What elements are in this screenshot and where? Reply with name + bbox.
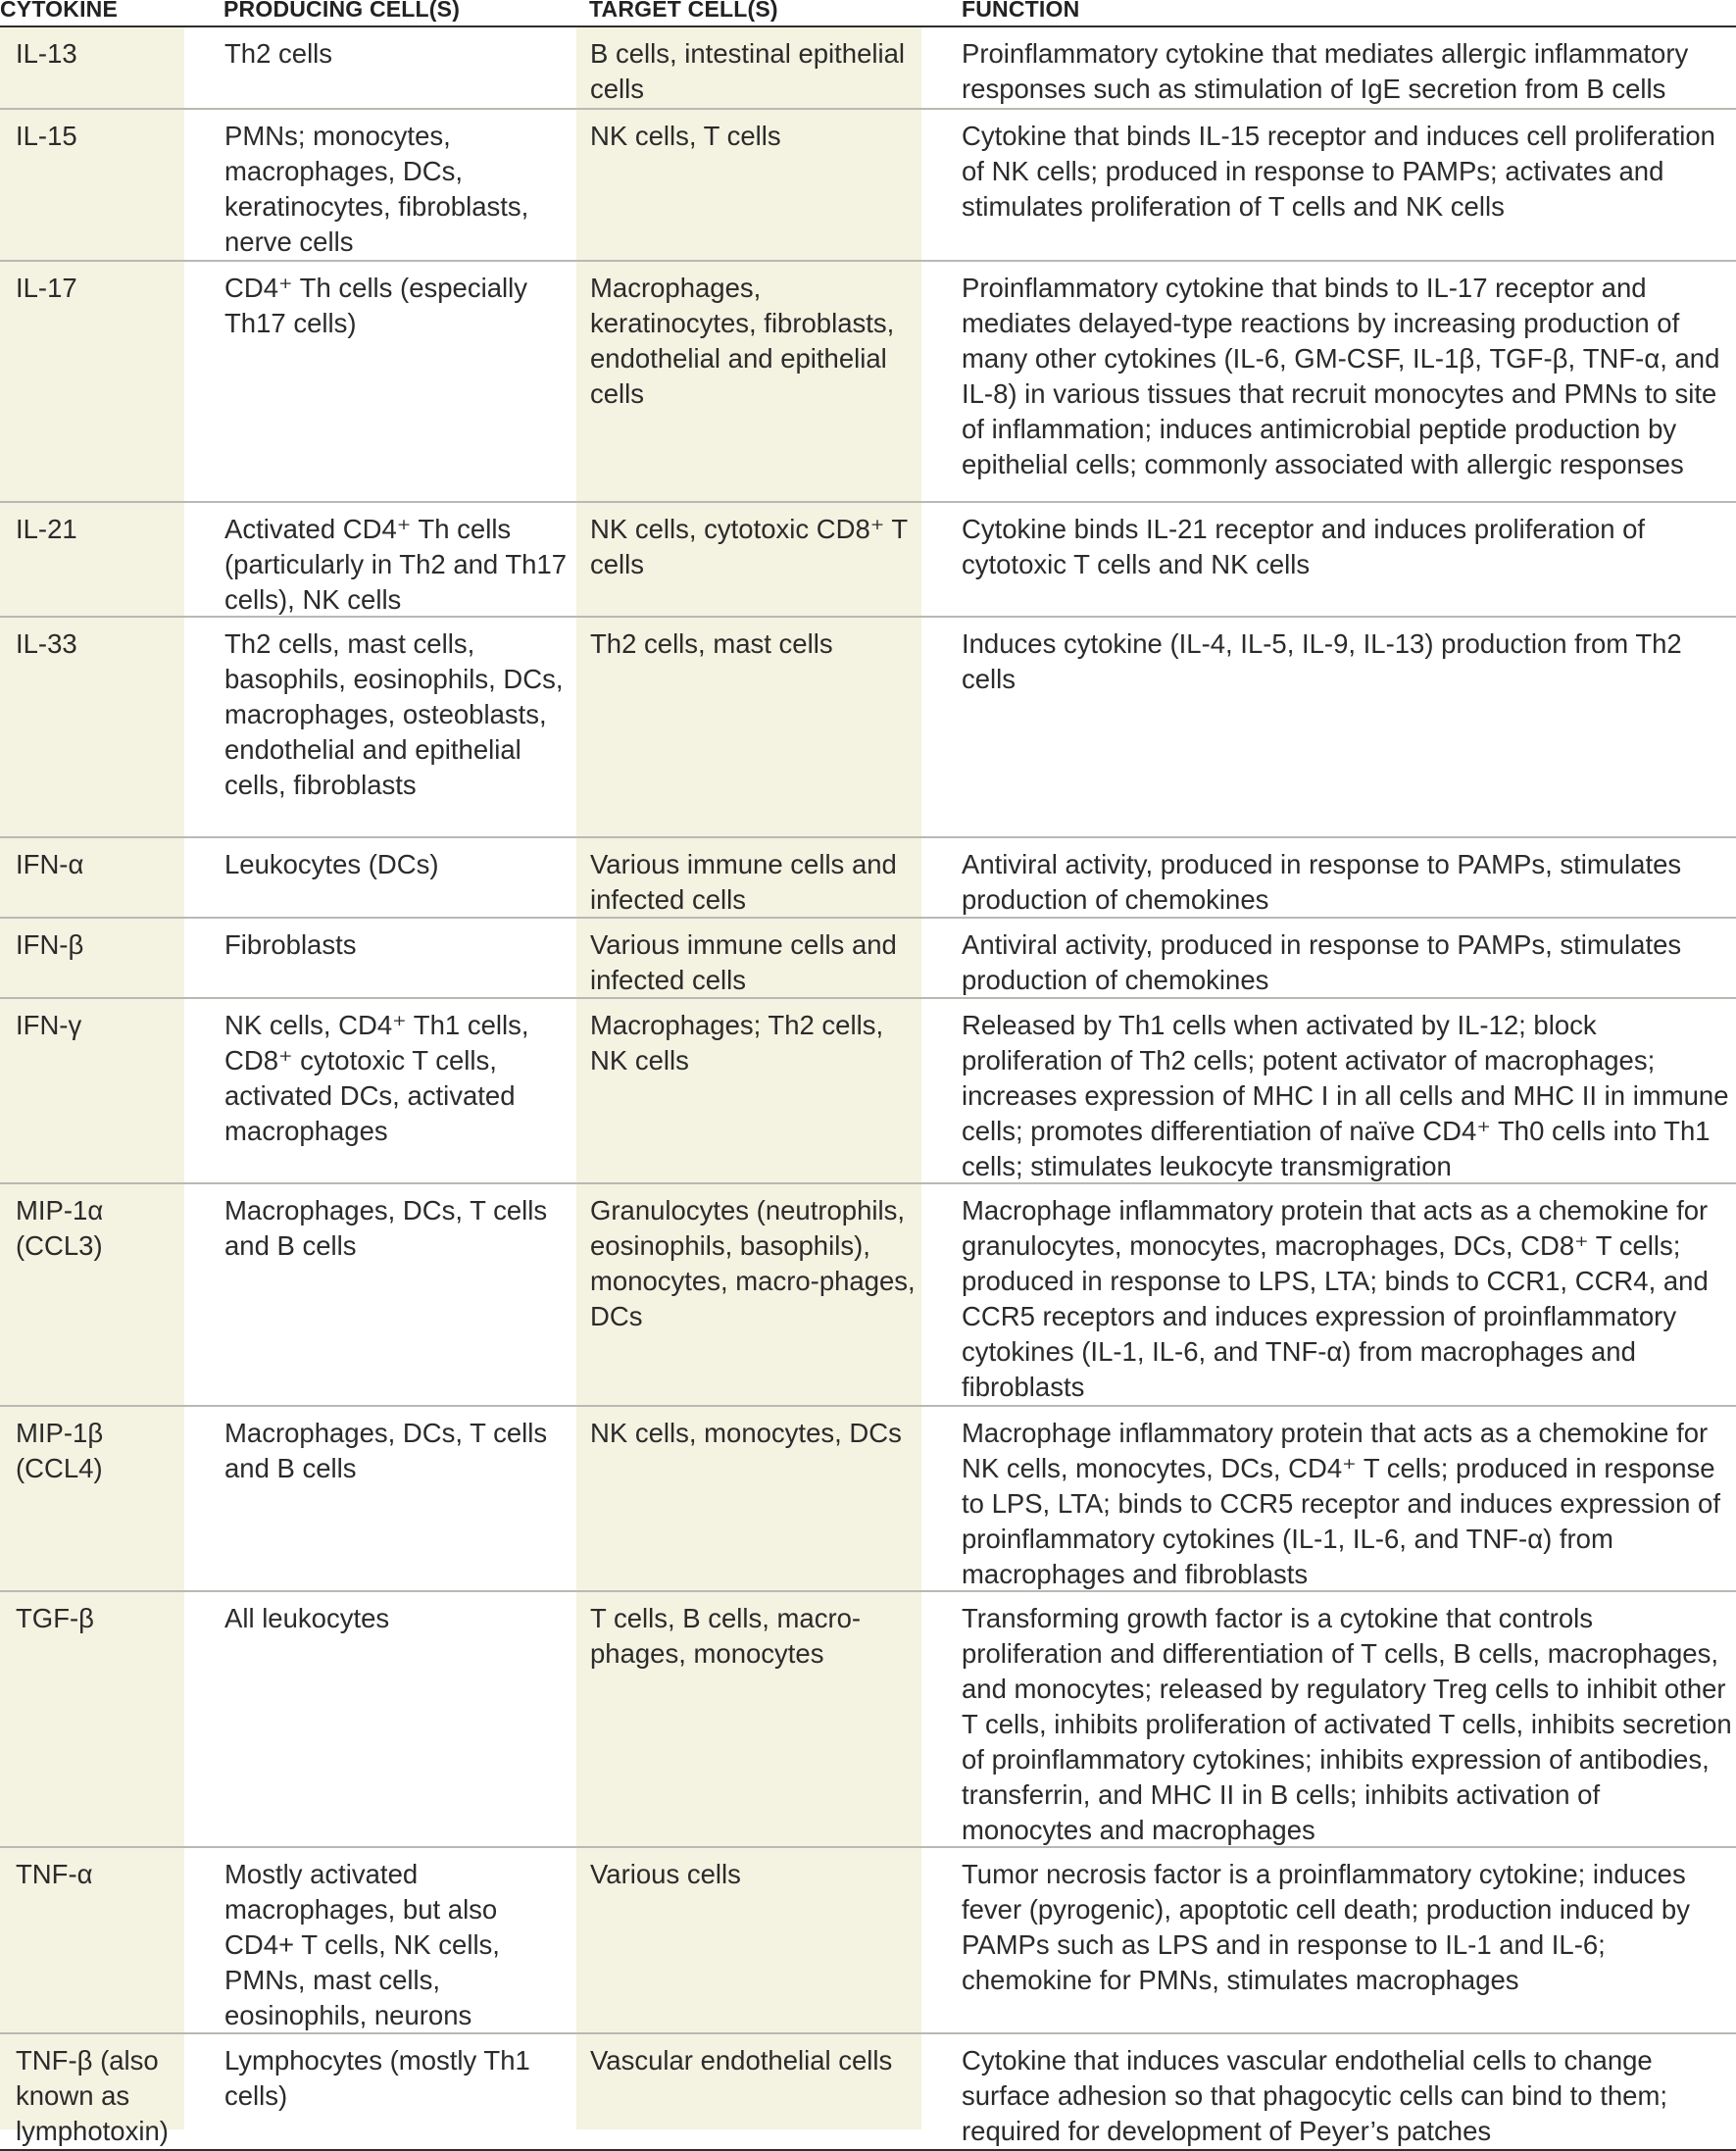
cell-cytokine: IL-17 xyxy=(16,273,77,303)
cell-producing: Th2 cells xyxy=(224,38,333,69)
cell-target: Th2 cells, mast cells xyxy=(590,628,833,659)
cell-target: Vascular endothelial cells xyxy=(590,2045,893,2076)
cell-function: Tumor necrosis factor is a proinflammatory cytokine; induces fever (pyrogenic), apoptotic cell death; production induced by PAMPs such as LPS and in response to IL-1 and IL-6; chemokine for PMNs, stimulates macrophages xyxy=(962,1859,1690,1995)
cell-producing: PMNs; monocytes, macrophages, DCs, keratinocytes, fibroblasts, nerve cells xyxy=(224,121,529,257)
cell-target: NK cells, monocytes, DCs xyxy=(590,1418,902,1448)
cell-function: Cytokine binds IL-21 receptor and induces proliferation of cytotoxic T cells and NK cells xyxy=(962,514,1646,579)
table-row xyxy=(0,999,1736,1184)
cell-cytokine: MIP-1α (CCL3) xyxy=(16,1195,104,1261)
cell-cytokine: IL-33 xyxy=(16,628,77,659)
table-row xyxy=(0,1407,1736,1592)
cell-cytokine: TNF-β (also known as lymphotoxin) xyxy=(16,2045,169,2146)
cell-target: Various cells xyxy=(590,1859,741,1889)
cell-cytokine: IL-15 xyxy=(16,121,77,151)
header-producing-cells: PRODUCING CELL(S) xyxy=(223,0,461,22)
cell-target: Various immune cells and infected cells xyxy=(590,849,897,915)
cell-target: Macrophages, keratinocytes, fibroblasts, endothelial and epithelial cells xyxy=(590,273,895,409)
cell-function: Antiviral activity, produced in response to PAMPs, stimulates production of chemokines xyxy=(962,849,1682,915)
header-target-cells: TARGET CELL(S) xyxy=(589,0,778,22)
cell-producing: Activated CD4⁺ Th cells (particularly in Th2 and Th17 cells), NK cells xyxy=(224,514,568,615)
cell-function: Released by Th1 cells when activated by IL-12; block proliferation of Th2 cells; potent activator of macrophages; increases expression of MHC I in all cells and MHC II in immune cells; promotes differentiation of naïve CD4⁺ Th0 cells into Th1 cells; stimulates leukocyte transmigration xyxy=(962,1010,1729,1181)
cell-cytokine: IFN-β xyxy=(16,929,84,960)
cell-producing: Th2 cells, mast cells, basophils, eosinophils, DCs, macrophages, osteoblasts, endothelial and epithelial cells, fibroblasts xyxy=(224,628,564,800)
table-row xyxy=(0,1592,1736,1848)
cell-producing: All leukocytes xyxy=(224,1603,390,1633)
cell-target: Macrophages; Th2 cells, NK cells xyxy=(590,1010,884,1076)
table-header xyxy=(0,0,1736,27)
table-row xyxy=(0,1184,1736,1407)
table-row xyxy=(0,27,1736,110)
cell-function: Macrophage inflammatory protein that acts as a chemokine for granulocytes, monocytes, macrophages, DCs, CD8⁺ T cells; produced in response to LPS, LTA; binds to CCR1, CCR4, and CCR5 receptors and induces expression of proinflammatory cytokines (IL-1, IL-6, and TNF-α) from macrophages and fibroblasts xyxy=(962,1195,1709,1402)
cell-function: Proinflammatory cytokine that mediates allergic inflammatory responses such as stimulation of IgE secretion from B cells xyxy=(962,38,1689,104)
table-row xyxy=(0,503,1736,618)
table-row xyxy=(0,618,1736,838)
cell-cytokine: IFN-γ xyxy=(16,1010,82,1040)
cell-producing: Leukocytes (DCs) xyxy=(224,849,439,879)
table-row xyxy=(0,1848,1736,2034)
cell-producing: Lymphocytes (mostly Th1 cells) xyxy=(224,2045,530,2111)
cell-target: T cells, B cells, macro-phages, monocytes xyxy=(590,1603,862,1669)
cell-cytokine: IL-21 xyxy=(16,514,77,544)
cell-target: Granulocytes (neutrophils, eosinophils, basophils), monocytes, macro-phages, DCs xyxy=(590,1195,916,1331)
cell-function: Induces cytokine (IL-4, IL-5, IL-9, IL-13) production from Th2 cells xyxy=(962,628,1682,694)
cell-target: NK cells, cytotoxic CD8⁺ T cells xyxy=(590,514,908,579)
cell-cytokine: IL-13 xyxy=(16,38,77,69)
header-function: FUNCTION xyxy=(962,0,1080,22)
cell-function: Antiviral activity, produced in response to PAMPs, stimulates production of chemokines xyxy=(962,929,1682,995)
cell-producing: CD4⁺ Th cells (especially Th17 cells) xyxy=(224,273,527,338)
cell-cytokine: TGF-β xyxy=(16,1603,94,1633)
cell-function: Proinflammatory cytokine that binds to IL-17 receptor and mediates delayed-type reactions by increasing production of many other cytokines (IL-6, GM-CSF, IL-1β, TGF-β, TNF-α, and IL-8) in various tissues that recruit monocytes and PMNs to site of inflammation; induces antimicrobial peptide production by epithelial cells; commonly associated with allergic responses xyxy=(962,273,1720,479)
cell-producing: Macrophages, DCs, T cells and B cells xyxy=(224,1195,548,1261)
cell-function: Cytokine that induces vascular endothelial cells to change surface adhesion so that phagocytic cells can bind to them; required for development of Peyer’s patches xyxy=(962,2045,1668,2146)
cell-function: Macrophage inflammatory protein that acts as a chemokine for NK cells, monocytes, DCs, CD4⁺ T cells; produced in response to LPS, LTA; binds to CCR5 receptor and induces expression of proinflammatory cytokines (IL-1, IL-6, and TNF-α) from macrophages and fibroblasts xyxy=(962,1418,1720,1589)
table-row xyxy=(0,2034,1736,2151)
cell-producing: Mostly activated macrophages, but also CD4+ T cells, NK cells, PMNs, mast cells, eosinophils, neurons xyxy=(224,1859,500,2030)
cell-cytokine: TNF-α xyxy=(16,1859,93,1889)
table-row xyxy=(0,838,1736,919)
header-cytokine: CYTOKINE xyxy=(0,0,119,22)
cell-target: B cells, intestinal epithelial cells xyxy=(590,38,906,104)
cell-cytokine: MIP-1β (CCL4) xyxy=(16,1418,104,1483)
table-row xyxy=(0,262,1736,503)
table-row xyxy=(0,110,1736,262)
cell-target: Various immune cells and infected cells xyxy=(590,929,897,995)
cell-function: Cytokine that binds IL-15 receptor and induces cell proliferation of NK cells; produced in response to PAMPs; activates and stimulates proliferation of T cells and NK cells xyxy=(962,121,1715,222)
cell-cytokine: IFN-α xyxy=(16,849,84,879)
cell-producing: Macrophages, DCs, T cells and B cells xyxy=(224,1418,548,1483)
cell-producing: NK cells, CD4⁺ Th1 cells, CD8⁺ cytotoxic T cells, activated DCs, activated macrophages xyxy=(224,1010,529,1146)
table-row xyxy=(0,919,1736,999)
cell-producing: Fibroblasts xyxy=(224,929,357,960)
cell-target: NK cells, T cells xyxy=(590,121,781,151)
cell-function: Transforming growth factor is a cytokine that controls proliferation and differentiation of T cells, B cells, macrophages, and monocytes; released by regulatory Treg cells to inhibit other T cells, inhibits proliferation of activated T cells, inhibits secretion of proinflammatory cytokines; inhibits expression of antibodies, transferrin, and MHC II in B cells; inhibits activation of monocytes and macrophages xyxy=(962,1603,1732,1845)
